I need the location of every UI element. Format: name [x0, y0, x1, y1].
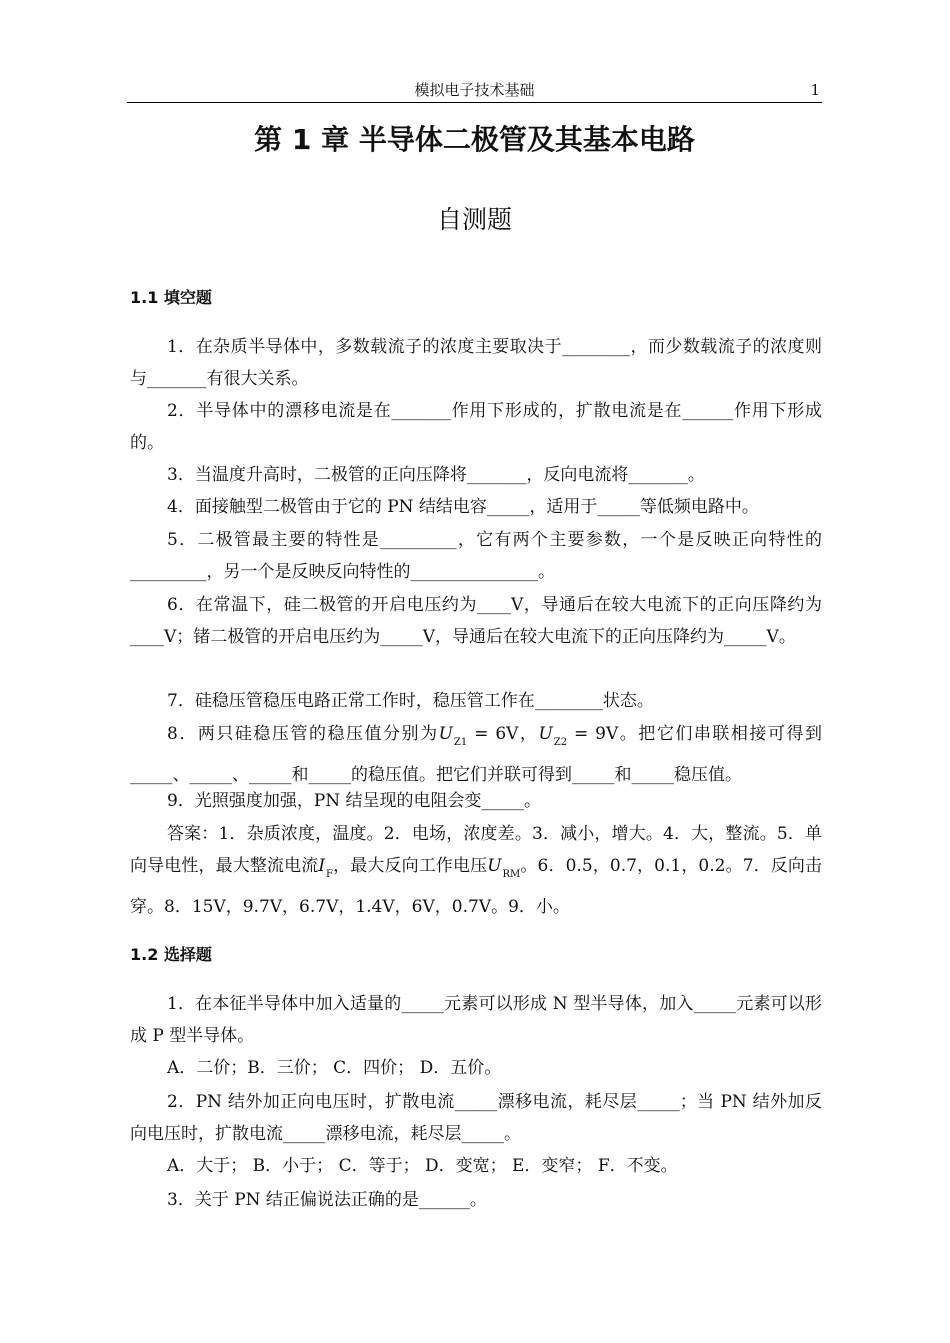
question-1-1: 1．在杂质半导体中，多数载流子的浓度主要取决于________，而少数载流子的浓度则与_______有很大关系。	[130, 337, 822, 389]
subscript-z2: Z2	[553, 737, 568, 748]
answer-block	[130, 818, 822, 923]
voltage-symbol-urm: U	[487, 856, 502, 876]
question-1-8	[130, 718, 822, 791]
question-2-3: 3．关于 PN 结正偏说法正确的是______。	[167, 1190, 487, 1210]
section-heading-choice: 1.2 选择题	[130, 945, 212, 964]
page-number: 1	[810, 81, 820, 99]
question-1-7: 7．硅稳压管稳压电路正常工作时，稳压管工作在________状态。	[167, 691, 654, 711]
subscript-z1: Z1	[453, 737, 468, 748]
current-symbol-if: I	[318, 856, 326, 876]
question-2-1-options: A．二价；B．三价； C．四价； D．五价。	[167, 1058, 502, 1078]
running-header	[127, 80, 822, 103]
question-1-6: 6．在常温下，硅二极管的开启电压约为____V，导通后在较大电流下的正向压降约为____V；锗二极管的开启电压约为_____V，导通后在较大电流下的正向压降约为_____V。	[130, 595, 822, 647]
question-1-3: 3．当温度升高时，二极管的正向压降将_______，反向电流将_______。	[167, 465, 705, 485]
question-1-4: 4．面接触型二极管由于它的 PN 结结电容_____，适用于_____等低频电路中。	[167, 497, 759, 517]
question-2-1: 1．在本征半导体中加入适量的_____元素可以形成 N 型半导体，加入_____元素可以形成 P 型半导体。	[130, 994, 822, 1046]
answer-text-a: 答案：1．杂质浓度，温度。2．电场，浓度差。3．减小，增大。4．大，整流。5．单向导电性，最大整流电流	[130, 824, 822, 876]
voltage-symbol-uz1: U	[438, 724, 453, 744]
question-1-5: 5．二极管最主要的特性是_________，它有两个主要参数，一个是反映正向特性的_________，另一个是反映反向特性的_______________。	[130, 530, 822, 582]
question-1-9: 9．光照强度加强，PN 结呈现的电阻会变_____。	[167, 791, 542, 811]
question-1-8-value-1: = 6V，	[467, 724, 539, 744]
chapter-title: 第 1 章 半导体二极管及其基本电路	[254, 123, 695, 156]
answer-text-c: 。6．0.5，0.7，0.1，0.2。7．反向击穿。8．15V，9.7V，6.7V，1.4V，6V，0.7V。9．小。	[130, 856, 823, 917]
header-title: 模拟电子技术基础	[414, 81, 535, 99]
section-heading-fill-blank: 1.1 填空题	[130, 288, 212, 307]
question-2-2-options: A．大于； B．小于； C．等于； D．变宽； E．变窄； F．不变。	[167, 1156, 678, 1176]
sub-title: 自测题	[436, 205, 512, 234]
voltage-symbol-uz2: U	[538, 724, 553, 744]
question-1-2: 2．半导体中的漂移电流是在_______作用下形成的，扩散电流是在______作用下形成的。	[130, 401, 822, 453]
question-2-2: 2．PN 结外加正向电压时，扩散电流_____漂移电流，耗尽层_____；当 PN 结外加反向电压时，扩散电流_____漂移电流，耗尽层_____。	[130, 1092, 822, 1144]
question-1-8-text-a: 8．两只硅稳压管的稳压值分别为	[167, 724, 439, 744]
answer-text-b: ，最大反向工作电压	[333, 856, 488, 876]
subscript-f: F	[326, 869, 333, 880]
subscript-rm: RM	[502, 869, 521, 880]
question-1-8-value-2: = 9V。把它们串联相接可得到_____、_____、_____和_____的稳压值。把它们并联可得到_____和_____稳压值。	[130, 724, 822, 785]
